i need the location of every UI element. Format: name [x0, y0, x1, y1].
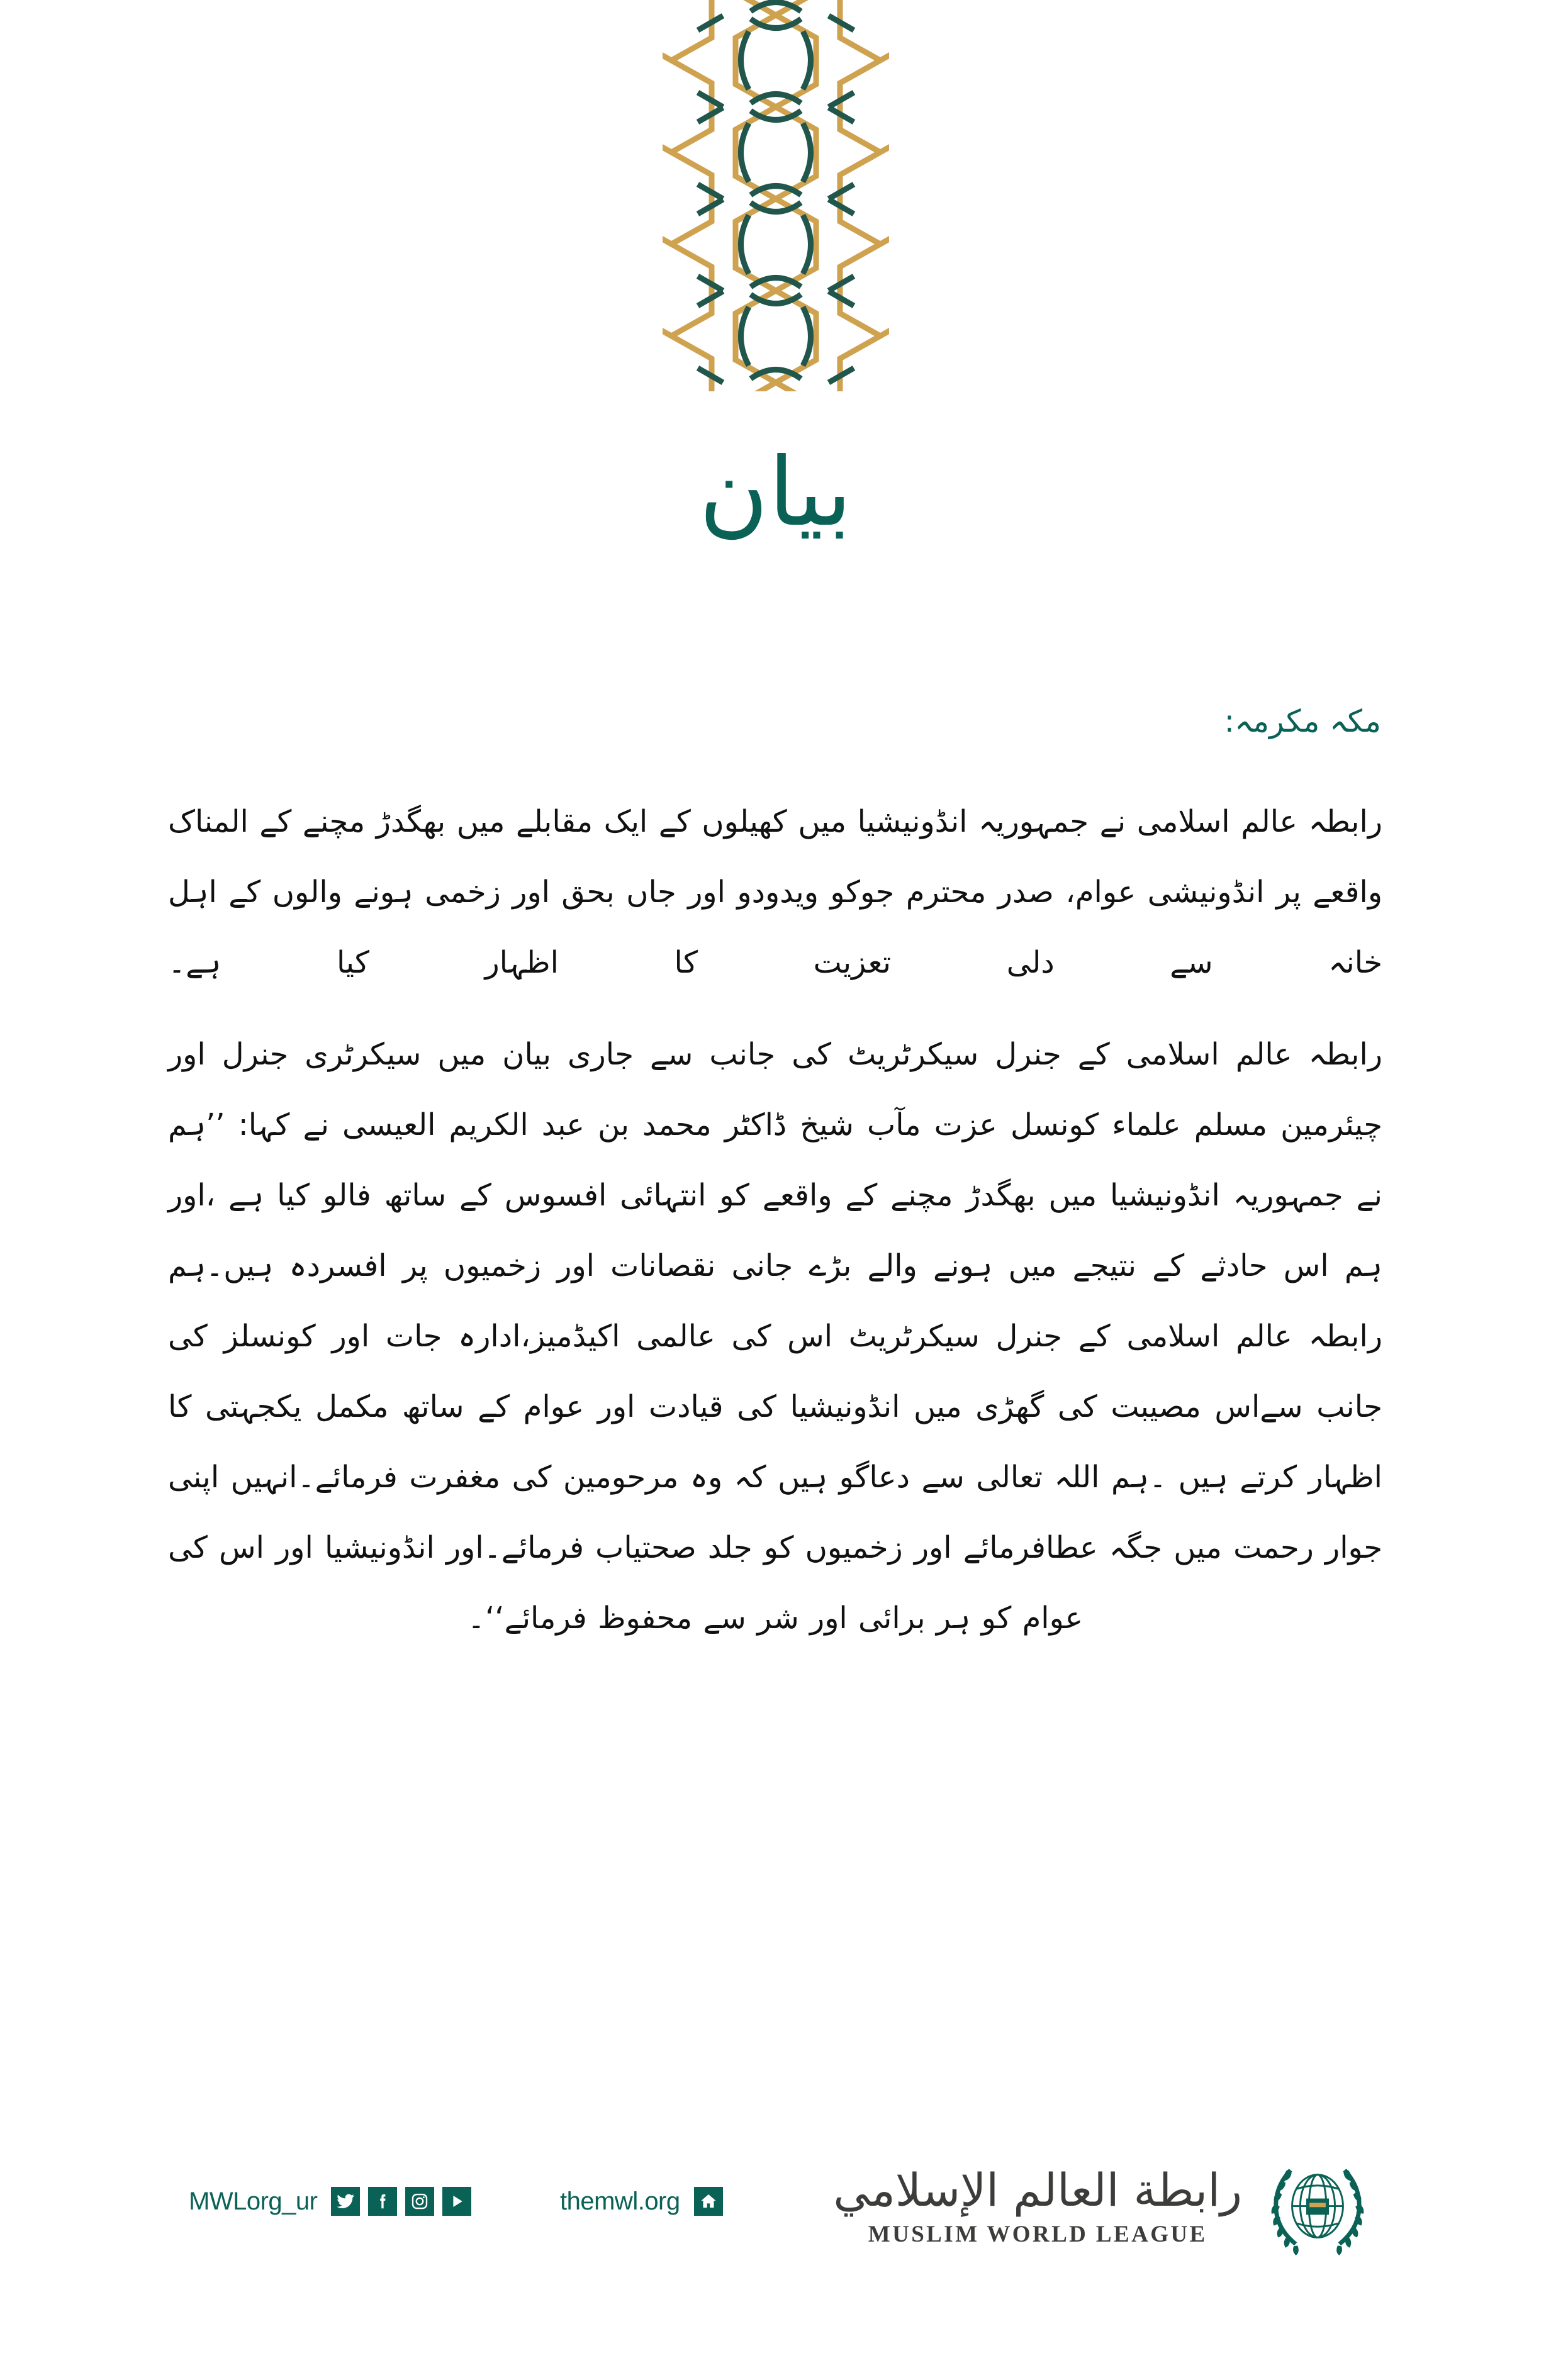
footer: [0, 2150, 1551, 2276]
youtube-icon[interactable]: [442, 2187, 471, 2216]
instagram-icon[interactable]: [405, 2187, 434, 2216]
facebook-icon[interactable]: [368, 2187, 397, 2216]
logo-text: [833, 2162, 1242, 2248]
article-body: [168, 786, 1382, 1653]
paragraph: رابطہ عالم اسلامی کے جنرل سیکرٹریٹ کی جانب سے جاری بیان میں سیکرٹری جنرل اور چیئرمین مسلم علماء کونسل عزت مآب شیخ ڈاکٹر محمد بن عبد الکریم العیسی نے کہا: ’’ہم نے جمہوریہ انڈونیشیا میں بھگدڑ مچنے کے واقعے کو انتہائی افسوس کے ساتھ فالو کیا ہے ،اور ہم اس حادثے کے نتیجے میں ہونے والے بڑے جانی نقصانات اور زخمیوں پر افسردہ ہیں۔ہم رابطہ عالم اسلامی کے جنرل سیکرٹریٹ اس کی عالمی اکیڈمیز،ادارہ جات اور کونسلز کی جانب سےاس مصیبت کی گھڑی میں انڈونیشیا کی قیادت اور عوام کے ساتھ مکمل یکجہتی کا اظہار کرتے ہیں ۔ہم اللہ تعالی سے دعاگو ہیں کہ وہ مرحومین کی مغفرت فرمائے۔انہیں اپنی جوار رحمت میں جگہ عطافرمائے اور زخمیوں کو جلد صحتیاب فرمائے۔اور انڈونیشیا اور اس کی عوام کو ہر برائی اور شر سے محفوظ فرمائے‘‘۔: [168, 1037, 1382, 1636]
social-media-group: [189, 2187, 471, 2216]
geometric-hexagon-pattern: [663, 0, 889, 391]
paragraph: رابطہ عالم اسلامی نے جمہوریہ انڈونیشیا میں کھیلوں کے ایک مقابلے میں بھگدڑ مچنے کے المناک واقعے پر انڈونیشی عوام، صدر محترم جوکو ویدودو اور جاں بحق اور زخمی ہونے والوں کے اہل خانہ سے دلی تعزیت کا اظہار کیا ہے۔: [168, 804, 1382, 980]
page-title: بیان: [699, 438, 852, 547]
website-group: [560, 2187, 723, 2216]
dateline: مکہ مکرمہ:: [1224, 703, 1381, 739]
twitter-icon[interactable]: [331, 2187, 360, 2216]
page-title-wrap: [0, 434, 1551, 552]
home-icon[interactable]: [694, 2187, 723, 2216]
social-handle: MWLorg_ur: [189, 2187, 318, 2215]
website-url: themwl.org: [560, 2187, 680, 2215]
globe-wreath-emblem: [1263, 2150, 1372, 2259]
mwl-logo: [833, 2150, 1372, 2259]
logo-arabic-name: رابطة العالم الإسلامي: [833, 2163, 1242, 2216]
logo-english-name: MUSLIM WORLD LEAGUE: [868, 2221, 1207, 2247]
